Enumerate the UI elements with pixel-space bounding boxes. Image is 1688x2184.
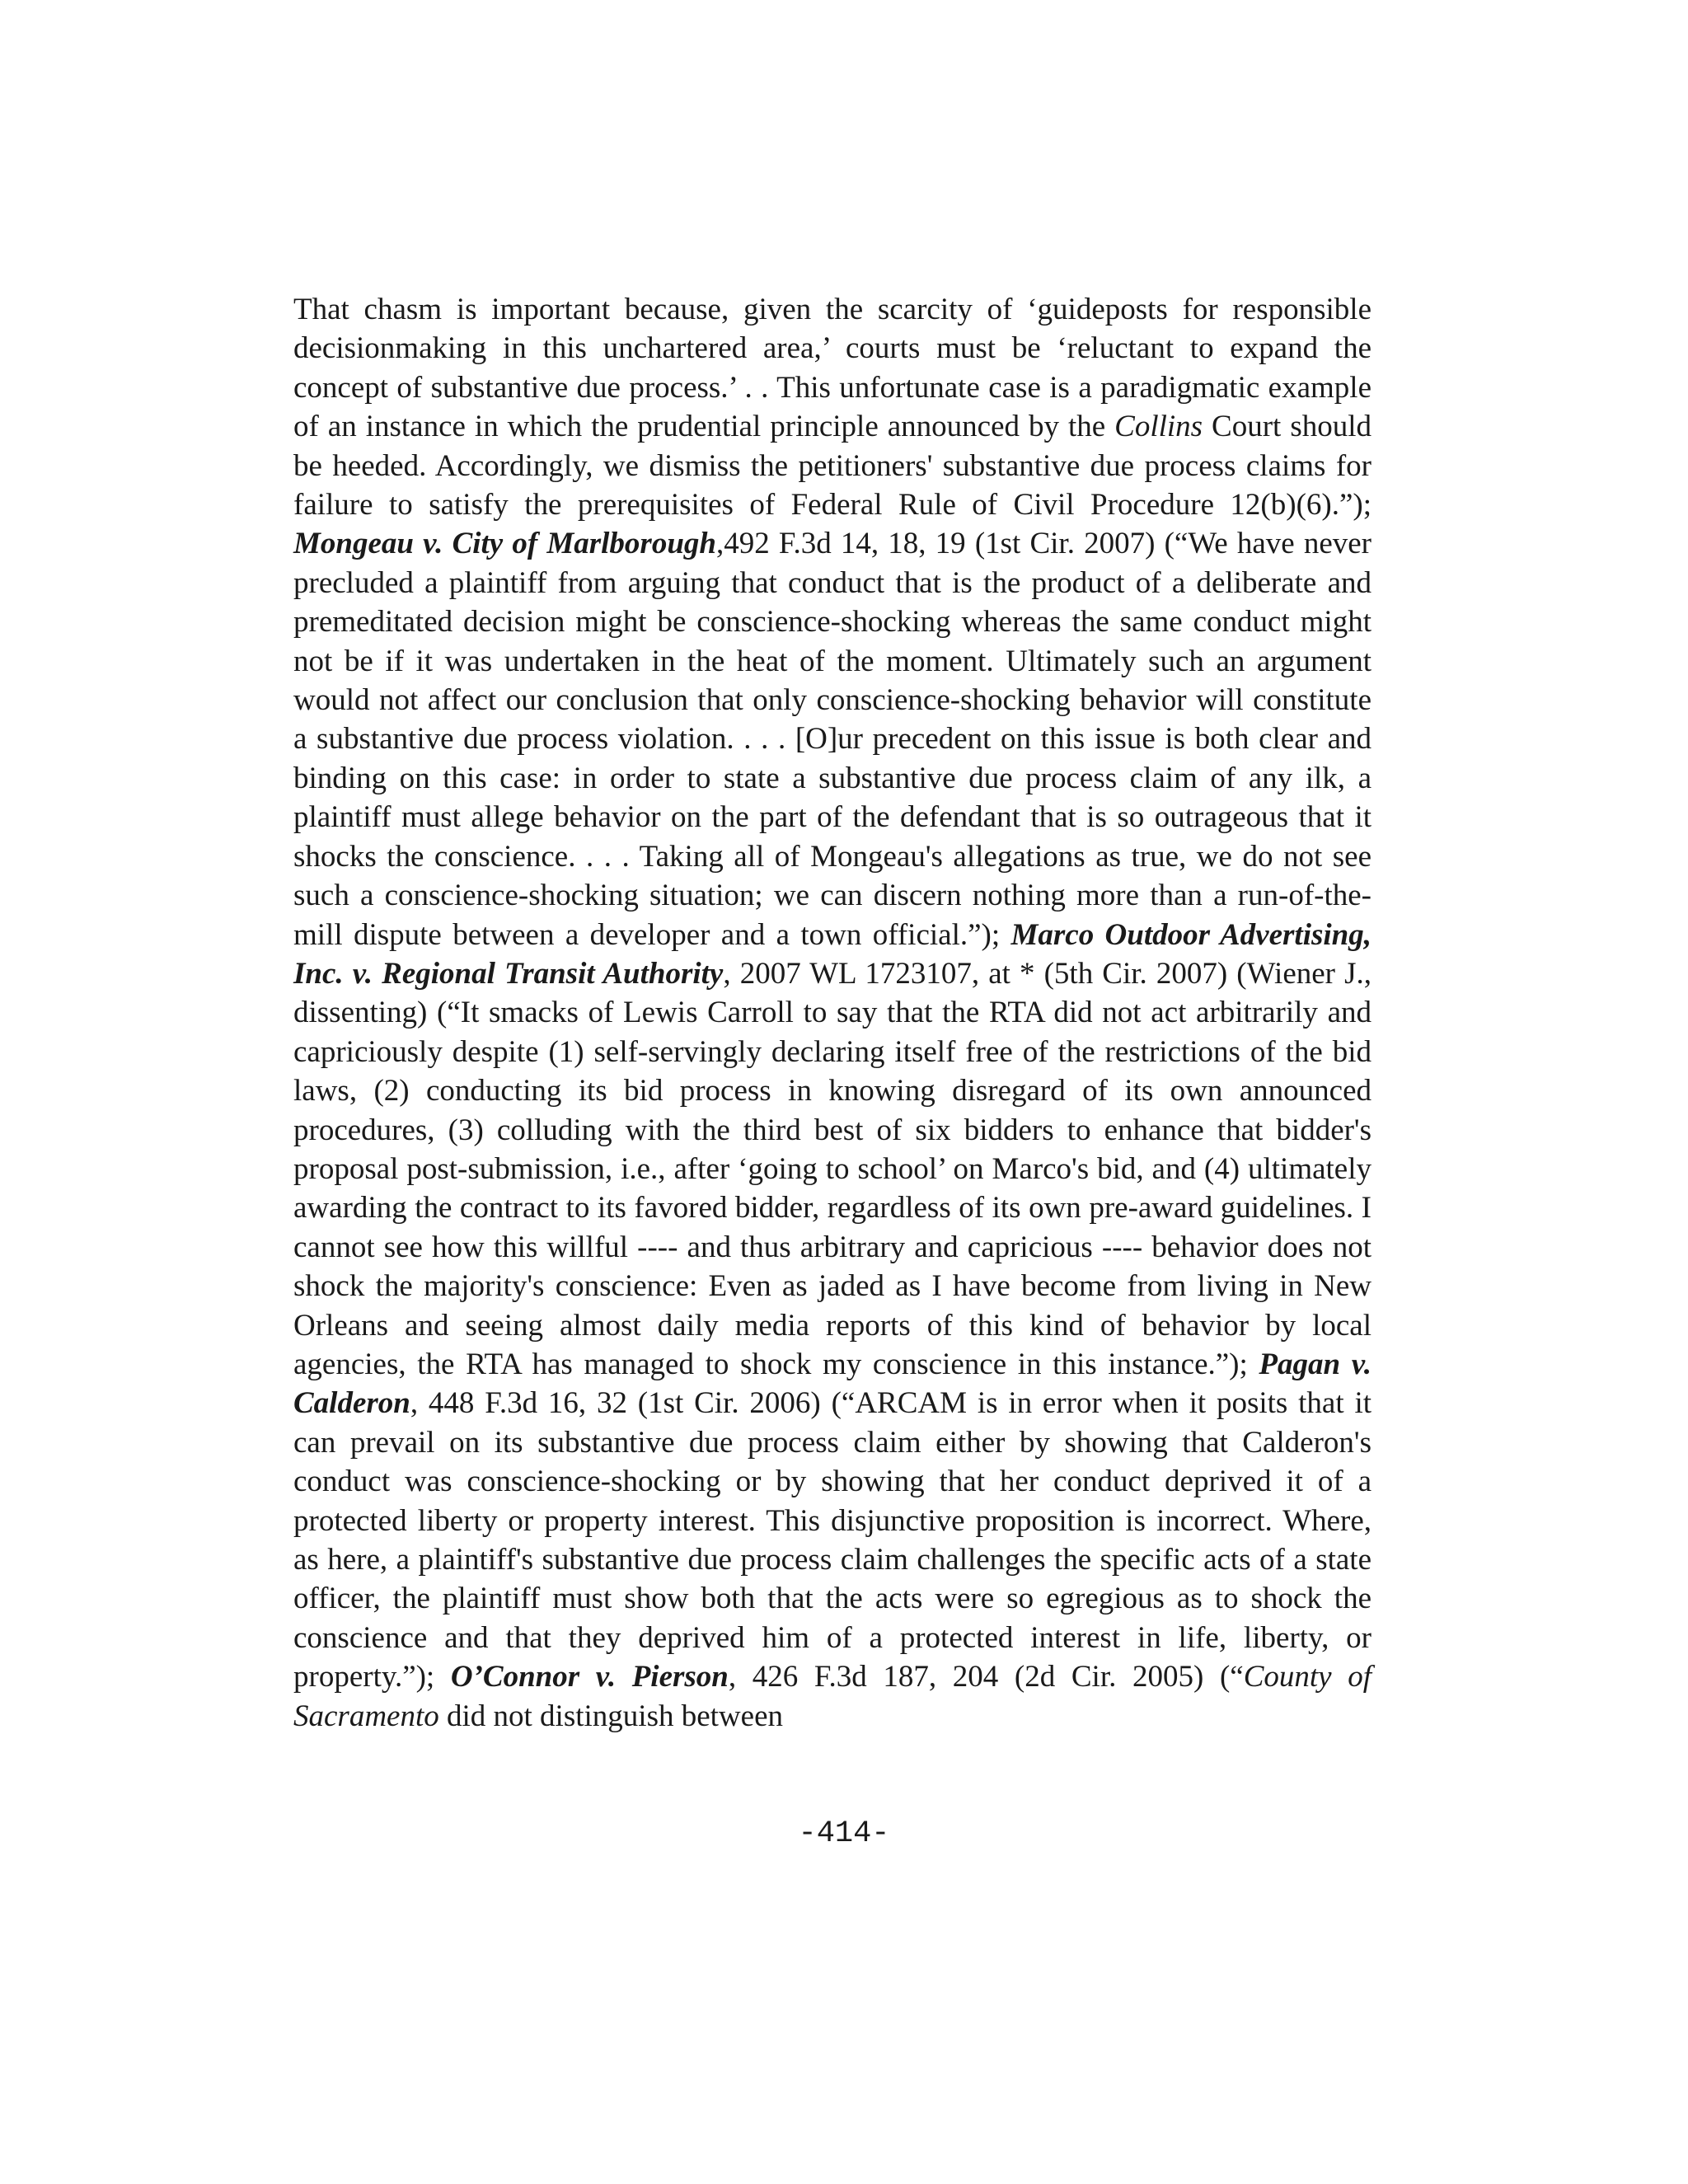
text-segment: , 2007 WL 1723107, at * (5th Cir. 2007) (Wiener J., dissenting) (“It smacks of Lewis Carroll to say that the RTA did not act arbitrarily and capriciously despite (1) self-servingly declaring itself free of the restrictions of the bid laws, (2) conducting its bid process in knowing disregard of its own announced procedures, (3) colluding with the third best of six bidders to enhance that bidder's proposal post-submission, i.e., after ‘going to school’ on Marco's bid, and (4) ultimately awarding the contract to its favored bidder, regardless of its own pre-award guidelines. I cannot see how this willful ---- and thus arbitrary and capricious ---- behavior does not shock the majority's conscience: Even as jaded as I have become from living in New Orleans and seeing almost daily media reports of this kind of behavior by local agencies, the RTA has managed to shock my conscience in this instance.”); (293, 956, 1372, 1381)
body-paragraph (293, 290, 1372, 1736)
case-name-mongeau: Mongeau v. City of Marlborough (293, 527, 716, 561)
page-number: -414- (798, 1816, 890, 1851)
case-name-pagan: Pagan v. Calderon (293, 1347, 1372, 1421)
case-reference-italic: Collins (1114, 410, 1203, 444)
text-segment: , 426 F.3d 187, 204 (2d Cir. 2005) (“ (728, 1660, 1244, 1694)
case-reference-italic: County of Sacramento (293, 1660, 1372, 1733)
case-name-oconnor: O’Connor v. Pierson (450, 1660, 729, 1694)
text-segment: Court should be heeded. Accordingly, we dismiss the petitioners' substantive due process claims for failure to satisfy the prerequisites of Federal Rule of Civil Procedure 12(b)(6).”); (293, 410, 1372, 523)
text-segment: That chasm is important because, given the scarcity of ‘guideposts for responsible decisionmaking in this unchartered area,’ courts must be ‘reluctant to expand the concept of substantive due process.’ . . This unfortunate case is a paradigmatic example of an instance in which the prudential principle announced by the (293, 293, 1372, 444)
text-segment: ,492 F.3d 14, 18, 19 (1st Cir. 2007) (“We have never precluded a plaintiff from arguing that conduct that is the product of a deliberate and premeditated decision might be conscience-shocking whereas the same conduct might not be if it was undertaken in the heat of the moment. Ultimately such an argument would not affect our conclusion that only conscience-shocking behavior will constitute a substantive due process violation. . . . [O]ur precedent on this issue is both clear and binding on this case: in order to state a substantive due process claim of any ilk, a plaintiff must allege behavior on the part of the defendant that is so outrageous that it shocks the conscience. . . . Taking all of Mongeau's allegations as true, we do not see such a conscience-shocking situation; we can discern nothing more than a run-of-the-mill dispute between a developer and a town official.”); (293, 527, 1372, 952)
case-name-marco-outdoor: Marco Outdoor Advertising, Inc. v. Regional Transit Authority (293, 917, 1372, 991)
text-segment: did not distinguish between (438, 1699, 783, 1733)
text-segment: , 448 F.3d 16, 32 (1st Cir. 2006) (“ARCAM is in error when it posits that it can prevail on its substantive due process claim either by showing that Calderon's conduct was conscience-shocking or by showing that her conduct deprived it of a protected liberty or property interest. This disjunctive proposition is incorrect. Where, as here, a plaintiff's substantive due process claim challenges the specific acts of a state officer, the plaintiff must show both that the acts were so egregious as to shock the conscience and that they deprived him of a protected interest in life, liberty, or property.”); (293, 1386, 1372, 1694)
